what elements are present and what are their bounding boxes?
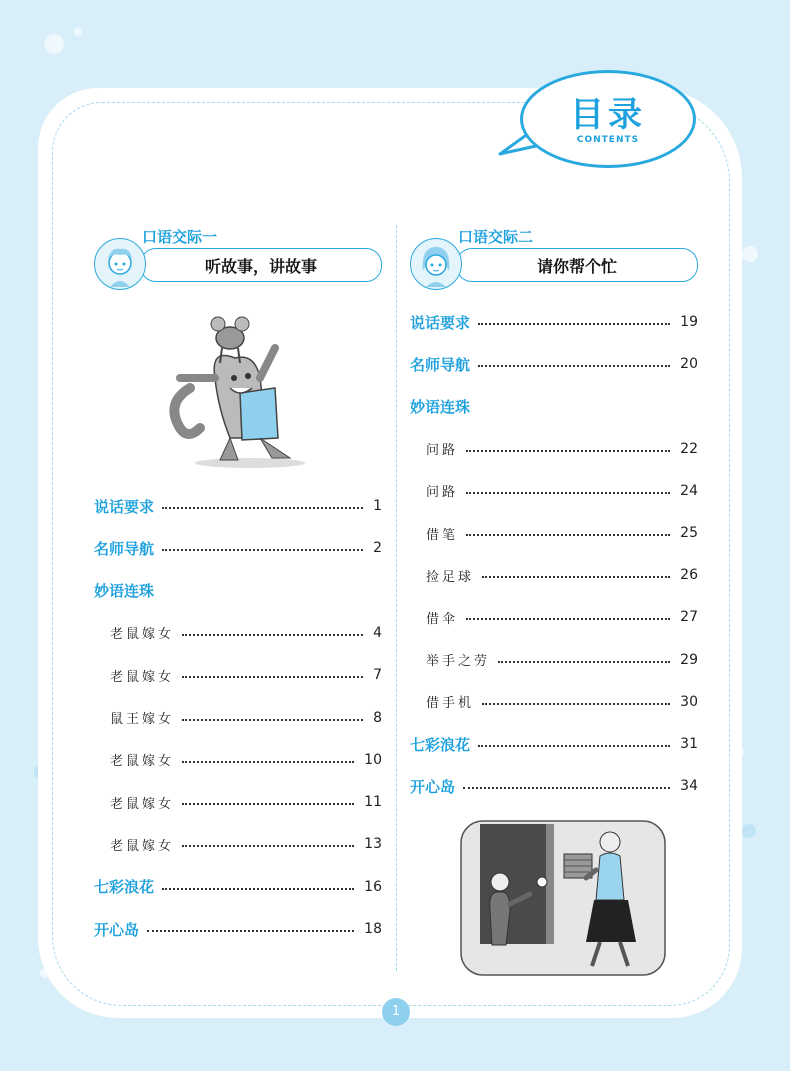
toc-leader-dots: [482, 703, 670, 705]
toc-entry-page: 26: [680, 567, 698, 584]
toc-entry-label: 问路: [426, 485, 459, 501]
toc-leader-dots: [147, 930, 354, 932]
toc-entry-label: 老鼠嫁女: [110, 754, 175, 770]
right-pill-title: 请你帮个忙: [456, 248, 698, 282]
toc-entry-page: 24: [680, 482, 698, 499]
toc-entry[interactable]: [110, 833, 382, 855]
toc-leader-dots: [498, 661, 670, 663]
toc-entry-page: 30: [680, 693, 698, 710]
toc-entry-page: 7: [373, 667, 382, 684]
toc-leader-dots: [182, 719, 363, 721]
toc-leader-dots: [466, 492, 670, 494]
toc-entry-page: 34: [680, 778, 698, 795]
toc-entry-page: 25: [680, 525, 698, 541]
toc-entry-page: 22: [680, 440, 698, 457]
toc-entry-label: 名师导航: [410, 355, 471, 374]
toc-entry-page: 20: [680, 356, 698, 373]
toc-entry[interactable]: [426, 522, 698, 544]
column-divider: [396, 225, 397, 971]
toc-entry-page: 2: [373, 540, 382, 557]
toc-entry-label: 说话要求: [94, 497, 155, 516]
toc-entry[interactable]: [410, 775, 698, 797]
toc-entry[interactable]: [94, 495, 382, 517]
toc-entry-page: 31: [680, 736, 698, 752]
toc-entry-label: 妙语连珠: [94, 582, 155, 601]
toc-entry[interactable]: [426, 564, 698, 586]
toc-entry-label: 借伞: [426, 611, 459, 627]
boy-avatar-icon: [94, 238, 146, 290]
toc-entry[interactable]: [410, 311, 698, 333]
toc-entry-page: 16: [364, 878, 382, 895]
toc-leader-dots: [162, 549, 363, 551]
toc-entry[interactable]: [410, 733, 698, 755]
contents-title: 目录: [570, 95, 646, 135]
toc-entry-label: 老鼠嫁女: [110, 627, 175, 643]
toc-entry-page: 13: [364, 836, 382, 853]
toc-entry-page: 11: [364, 794, 382, 811]
toc-entry-label: 借笔: [426, 527, 459, 543]
toc-entry-page: 27: [680, 609, 698, 626]
toc-entry[interactable]: [426, 438, 698, 460]
toc-leader-dots: [466, 450, 670, 452]
right-section-title: 口语交际二: [458, 228, 534, 246]
decor-bubble: [742, 824, 756, 838]
toc-entry-page: 1: [373, 498, 382, 514]
toc-entry-label: 举手之劳: [426, 654, 491, 670]
toc-entry[interactable]: [110, 749, 382, 771]
toc-entry-label: 捡足球: [426, 569, 475, 585]
toc-entry[interactable]: [110, 707, 382, 729]
toc-entry[interactable]: [426, 480, 698, 502]
toc-leader-dots: [182, 634, 363, 636]
contents-subtitle: CONTENTS: [576, 135, 640, 145]
toc-leader-dots: [162, 888, 354, 890]
toc-entry-page: 29: [680, 651, 698, 668]
toc-leader-dots: [466, 618, 670, 620]
toc-entry-page: 10: [364, 751, 382, 768]
toc-entry[interactable]: [410, 395, 698, 417]
toc-entry-label: 老鼠嫁女: [110, 838, 175, 854]
toc-entry-label: 鼠王嫁女: [110, 712, 175, 727]
toc-leader-dots: [182, 761, 354, 763]
decor-bubble: [74, 28, 82, 36]
toc-leader-dots: [478, 745, 670, 747]
toc-leader-dots: [466, 534, 670, 536]
toc-leader-dots: [463, 787, 670, 789]
toc-entry[interactable]: [426, 649, 698, 671]
page-number: 1: [382, 998, 410, 1026]
toc-leader-dots: [182, 845, 354, 847]
toc-leader-dots: [162, 507, 363, 509]
toc-entry-label: 开心岛: [94, 920, 140, 939]
toc-entry[interactable]: [410, 353, 698, 375]
toc-entry[interactable]: [110, 622, 382, 644]
left-pill-title: 听故事，讲故事: [140, 248, 382, 282]
toc-leader-dots: [478, 323, 670, 325]
toc-entry-label: 开心岛: [410, 777, 456, 796]
toc-leader-dots: [182, 803, 354, 805]
toc-entry-label: 借手机: [426, 696, 475, 712]
toc-entry-label: 名师导航: [94, 539, 155, 558]
toc-entry-label: 七彩浪花: [410, 735, 471, 754]
helping-illustration: [460, 820, 666, 976]
girl-avatar-icon: [410, 238, 462, 290]
toc-leader-dots: [182, 676, 363, 678]
toc-entry[interactable]: [110, 664, 382, 686]
toc-entry[interactable]: [94, 876, 382, 898]
toc-leader-dots: [482, 576, 670, 578]
decor-bubble: [44, 34, 64, 54]
toc-entry-page: 4: [373, 624, 382, 641]
toc-entry-label: 七彩浪花: [94, 878, 155, 897]
toc-entry-page: 18: [364, 921, 382, 937]
toc-entry-label: 老鼠嫁女: [110, 669, 175, 685]
toc-entry[interactable]: [94, 580, 382, 602]
toc-entry-page: 19: [680, 314, 698, 330]
decor-bubble: [742, 246, 758, 262]
toc-entry-page: 8: [373, 709, 382, 726]
toc-entry-label: 妙语连珠: [410, 397, 471, 416]
toc-entry-label: 说话要求: [410, 313, 471, 332]
cat-and-mouse-illustration: [160, 308, 330, 470]
toc-entry-label: 老鼠嫁女: [110, 796, 175, 812]
toc-entry[interactable]: [94, 918, 382, 940]
left-section-title: 口语交际一: [142, 228, 218, 246]
contents-header: [520, 70, 696, 168]
toc-entry[interactable]: [426, 691, 698, 713]
toc-entry[interactable]: [94, 537, 382, 559]
toc-entry[interactable]: [426, 606, 698, 628]
toc-leader-dots: [478, 365, 670, 367]
toc-entry[interactable]: [110, 791, 382, 813]
toc-entry-label: 问路: [426, 443, 459, 459]
